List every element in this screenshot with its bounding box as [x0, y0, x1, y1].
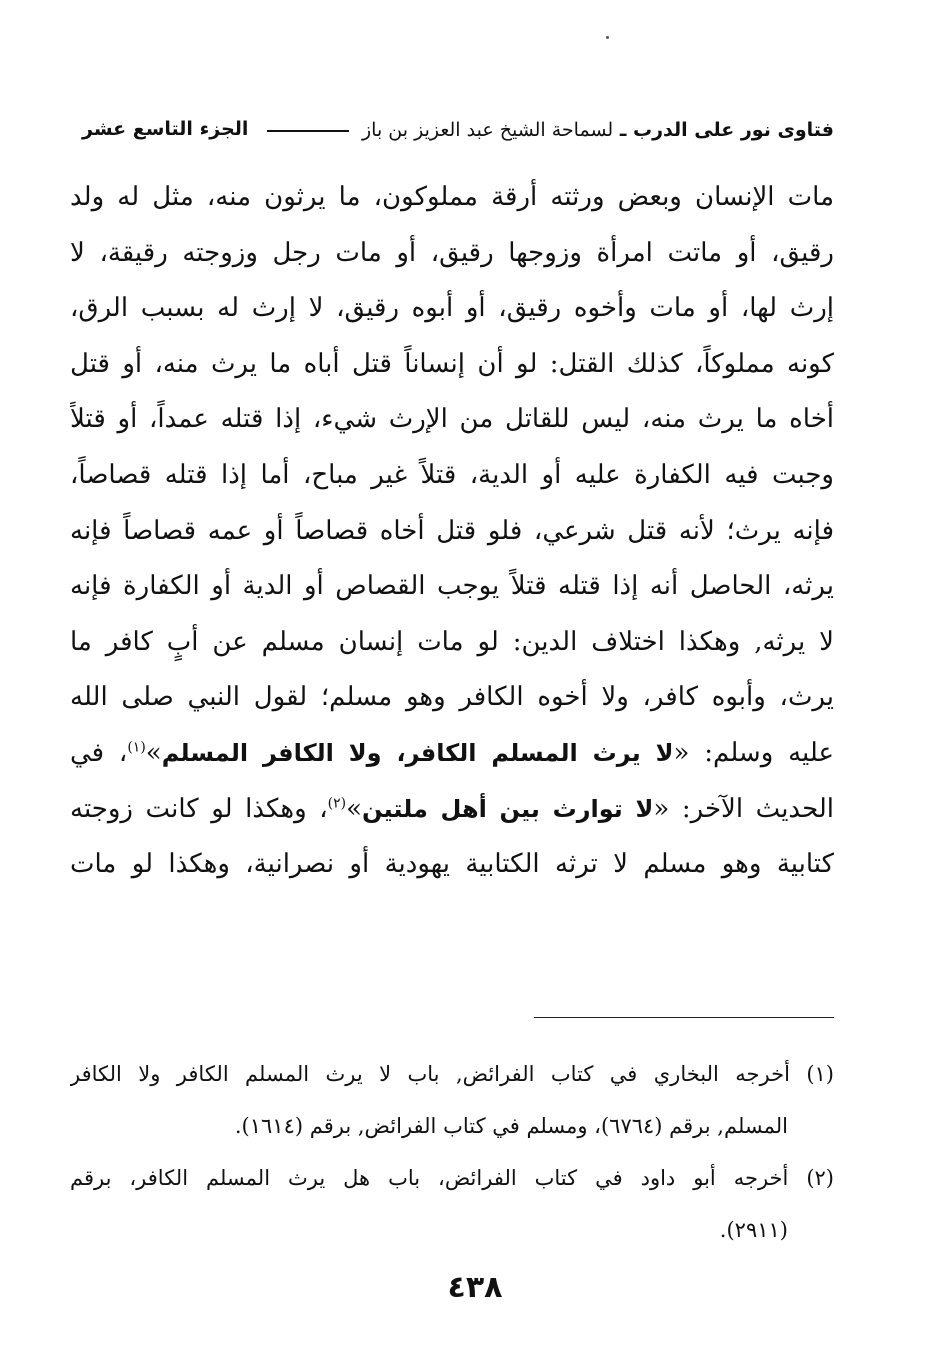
- text-line: إرث لها، أو مات وأخوه رقيق، أو أبوه رقيق، لا إرث له بسبب الرق،: [70, 293, 834, 324]
- text-line: وجبت فيه الكفارة عليه أو الدية، قتلاً غير مباح، أما إذا قتله قصاصاً،: [70, 459, 834, 490]
- text-line: مات الإنسان وبعض ورثته أرقة مملوكون، ما يرثون منه، مثل له ولد: [70, 182, 834, 212]
- main-text: [70, 170, 834, 893]
- footnotes: [70, 1048, 834, 1256]
- hadith-trailing: ، وهكذا لو كانت زوجته: [70, 793, 328, 824]
- text-line: كتابية وهو مسلم لا ترثه الكتابية يهودية أو نصرانية، وهكذا لو مات: [70, 849, 834, 880]
- footnote-1: (١) أخرجه البخاري في كتاب الفرائض, باب لا يرث المسلم الكافر ولا الكافر: [70, 1062, 834, 1086]
- header-author: لسماحة الشيخ عبد العزيز بن باز: [362, 119, 614, 141]
- text-line: فإنه يرث؛ لأنه قتل شرعي، فلو قتل أخاه قصاصاً أو عمه قصاصاً فإنه: [70, 515, 834, 546]
- header-rule: [267, 130, 349, 132]
- text-line: رقيق، أو ماتت امرأة وزوجها رقيق، أو مات رجل وزوجته رقيقة، لا: [70, 237, 834, 268]
- footnote-ref-1[interactable]: (١): [127, 739, 146, 756]
- footnote-1-continued: المسلم, برقم (٦٧٦٤)، ومسلم في كتاب الفرائض, برقم (١٦١٤).: [234, 1114, 788, 1138]
- header-volume: الجزء التاسع عشر: [82, 118, 249, 140]
- footnote-ref-2[interactable]: (٢): [327, 794, 347, 811]
- text-line: لا يرثه, وهكذا اختلاف الدين: لو مات إنسان مسلم عن أبٍ كافر ما: [70, 626, 834, 657]
- footnote-2: (٢) أخرجه أبو داود في كتاب الفرائض، باب هل يرث المسلم الكافر، برقم: [70, 1166, 834, 1190]
- text-line: يرث، وأبوه كافر، ولا أخوه الكافر وهو مسلم؛ لقول النبي صلى الله: [70, 682, 834, 713]
- header-book-title: فتاوى نور على الدرب ـ: [619, 119, 834, 141]
- running-header: [82, 112, 834, 146]
- quote-close: »: [346, 793, 363, 824]
- scan-speck: [606, 36, 609, 39]
- quote-close: »: [145, 737, 162, 768]
- hadith-quote: لا يرث المسلم الكافر، ولا الكافر المسلم: [161, 738, 674, 767]
- page-number: ٤٣٨: [447, 1270, 503, 1305]
- text-line-hadith-1: [70, 726, 834, 782]
- hadith-quote: لا توارث بين أهل ملتين: [362, 794, 654, 823]
- footnote-2-continued: (٢٩١١).: [719, 1218, 788, 1242]
- hadith-trailing: ، في: [70, 737, 128, 768]
- footnote-separator: [534, 1017, 834, 1018]
- text-line: يرثه، الحاصل أنه إذا قتله قتلاً يوجب القصاص أو الدية أو الكفارة فإنه: [70, 571, 834, 602]
- hadith-intro: عليه وسلم: «: [673, 737, 834, 768]
- text-line-hadith-2: [70, 782, 834, 838]
- text-line: كونه مملوكاً، كذلك القتل: لو أن إنساناً قتل أباه ما يرث منه، أو قتل: [70, 348, 834, 379]
- text-line: أخاه ما يرث منه، ليس للقاتل من الإرث شيء، إذا قتله عمداً، أو قتلاً: [70, 404, 834, 435]
- hadith-intro: الحديث الآخر: «: [653, 793, 834, 824]
